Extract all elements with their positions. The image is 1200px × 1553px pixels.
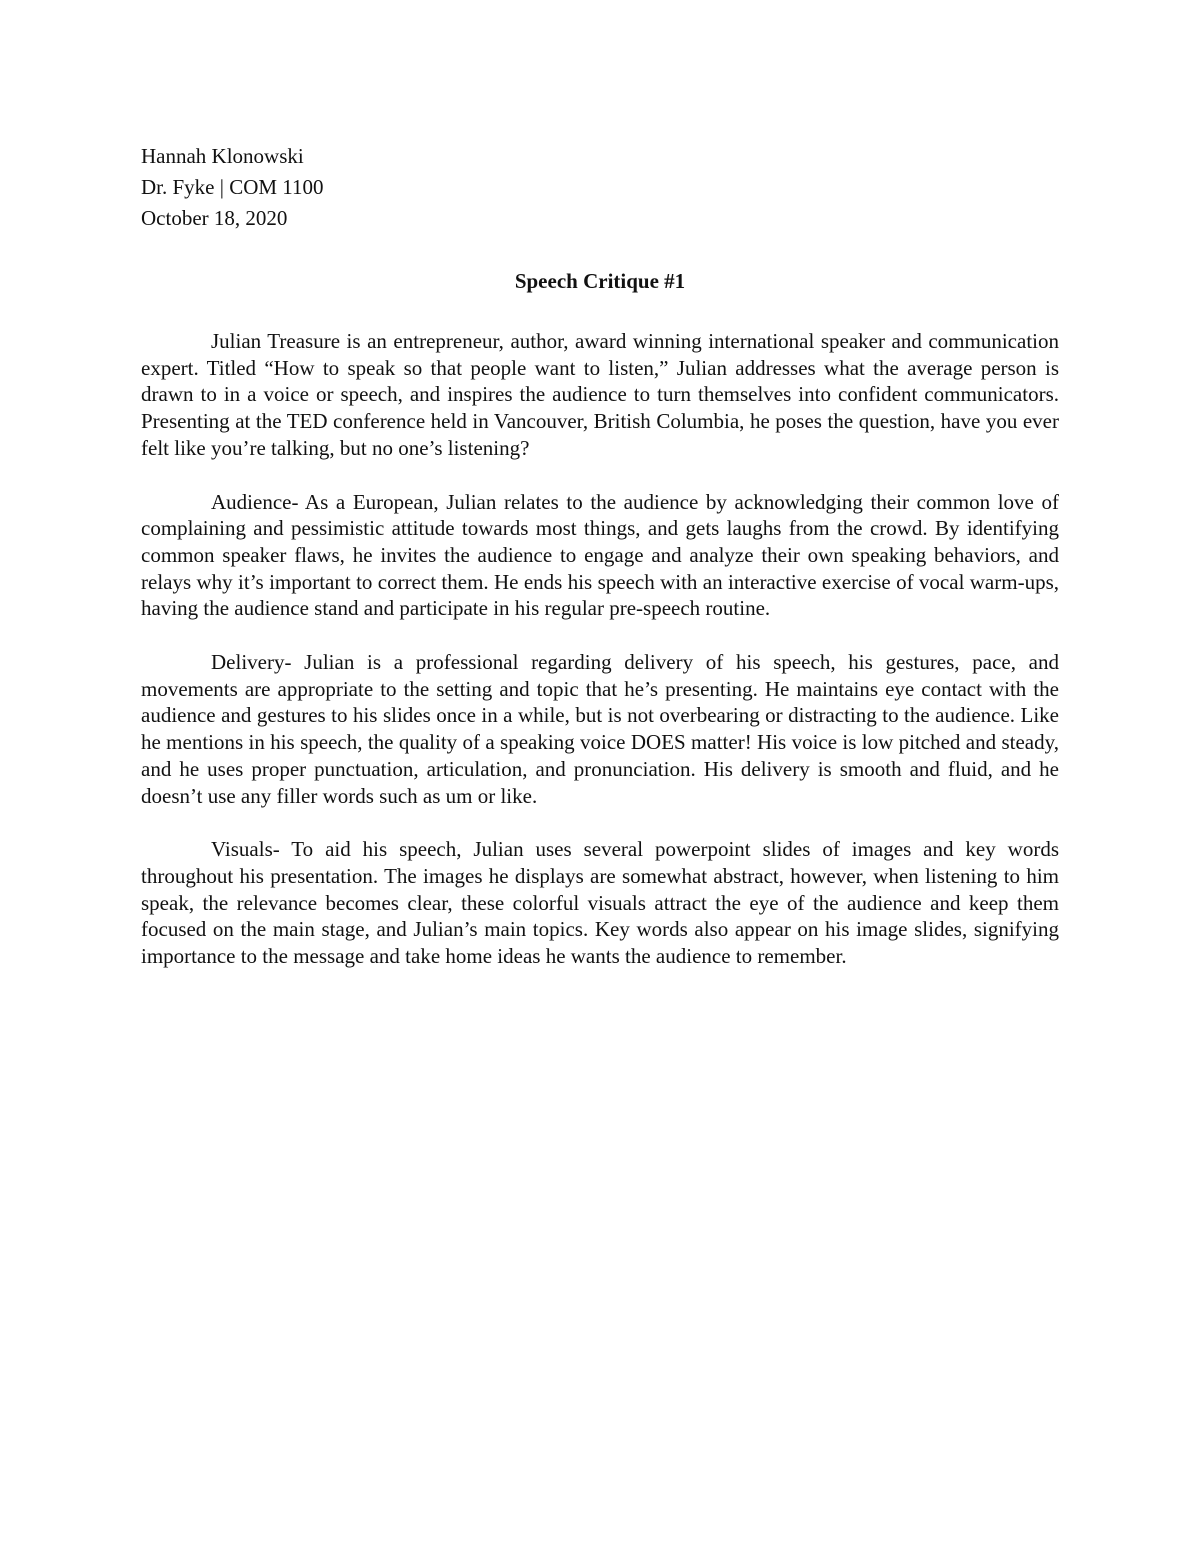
course-info: Dr. Fyke | COM 1100	[141, 175, 324, 199]
paragraph-introduction: Julian Treasure is an entrepreneur, author, award winning international speaker and communication expert. Titled “How to speak so that people want to listen,” Julian addresses what the average person is drawn to in a voice or speech, and inspires the audience to turn themselves into confident communicators. Presenting at the TED conference held in Vancouver, British Columbia, he poses the question, have you ever felt like you’re talking, but no one’s listening?	[141, 329, 1059, 460]
document-title: Speech Critique #1	[514, 269, 686, 293]
document-body	[141, 328, 1059, 997]
paragraph-delivery: Delivery- Julian is a professional regarding delivery of his speech, his gestures, pace, and movements are appropriate to the setting and topic that he’s presenting. He maintains eye contact with the audience and gestures to his slides once in a while, but is not overbearing or distracting to the audience. Like he mentions in his speech, the quality of a speaking voice DOES matter! His voice is low pitched and steady, and he uses proper punctuation, articulation, and pronunciation. His delivery is smooth and fluid, and he doesn’t use any filler words such as um or like.	[141, 650, 1059, 808]
document-header	[141, 141, 641, 234]
document-date: October 18, 2020	[141, 206, 288, 230]
author-name: Hannah Klonowski	[141, 144, 304, 168]
paragraph-visuals: Visuals- To aid his speech, Julian uses several powerpoint slides of images and key words throughout his presentation. The images he displays are somewhat abstract, however, when listening to him speak, the relevance becomes clear, these colorful visuals attract the eye of the audience and keep them focused on the main stage, and Julian’s main topics. Key words also appear on his image slides, signifying importance to the message and take home ideas he wants the audience to remember.	[141, 837, 1059, 969]
paragraph-audience: Audience- As a European, Julian relates to the audience by acknowledging their common love of complaining and pessimistic attitude towards most things, and gets laughs from the crowd. By identifying common speaker flaws, he invites the audience to engage and analyze their own speaking behaviors, and relays why it’s important to correct them. He ends his speech with an interactive exercise of vocal warm-ups, having the audience stand and participate in his regular pre-speech routine.	[141, 489, 1059, 621]
